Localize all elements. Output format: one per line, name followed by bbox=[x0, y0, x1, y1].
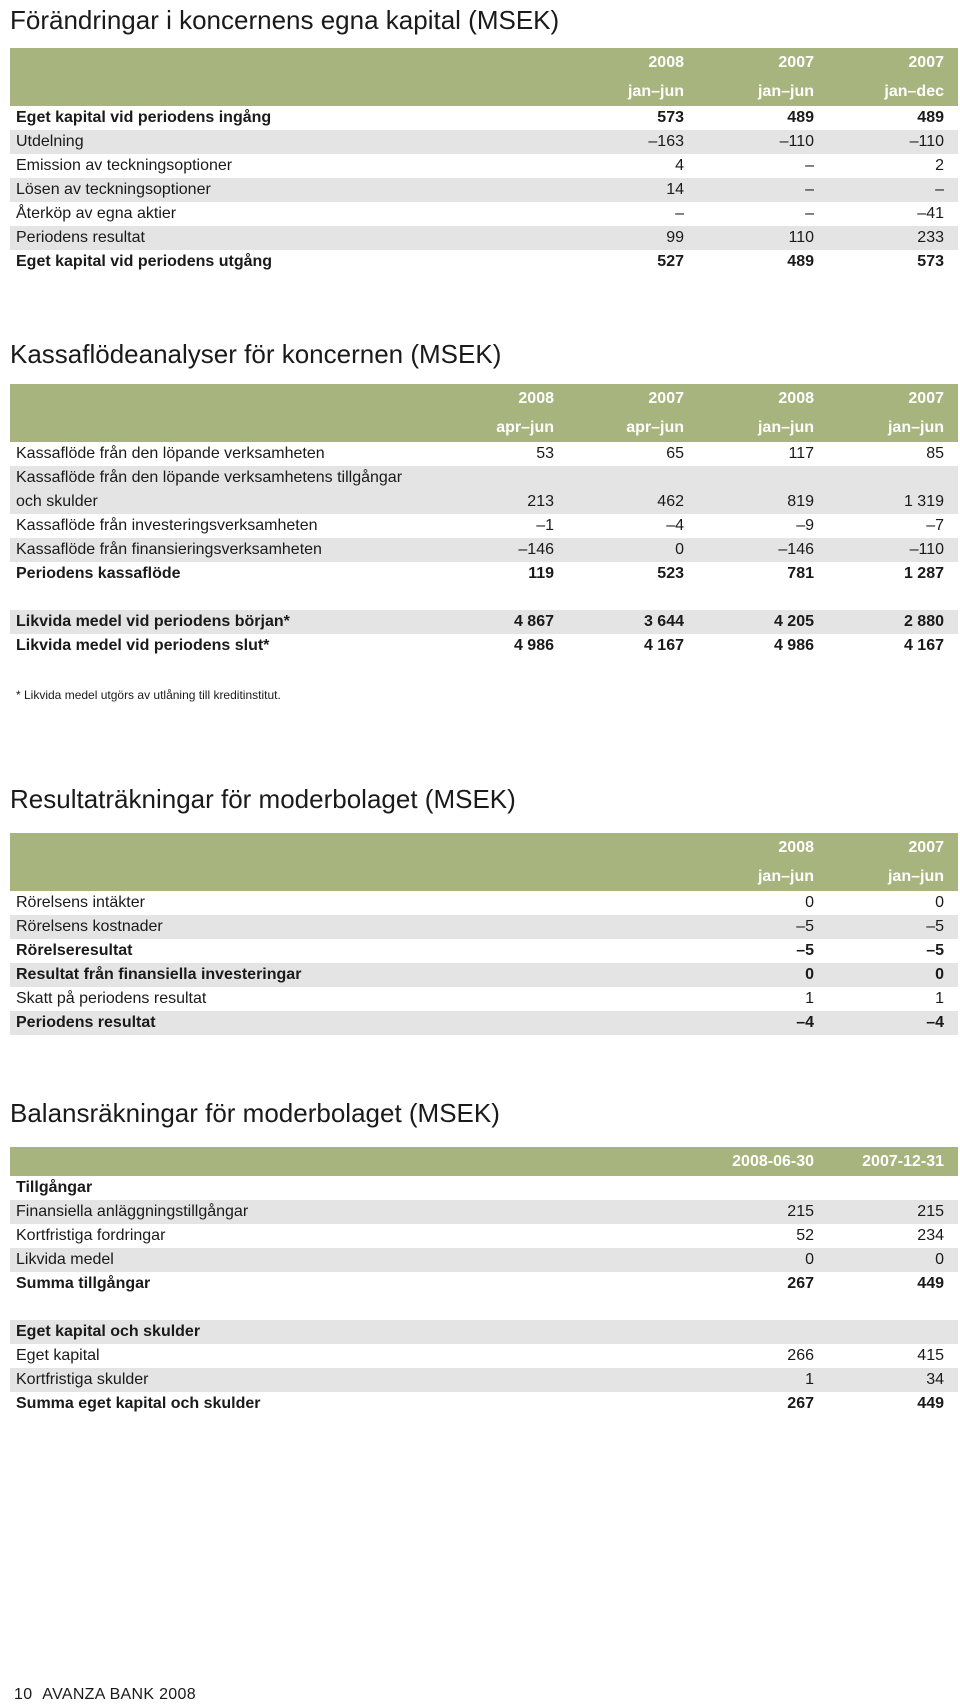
table-row bbox=[10, 514, 958, 538]
cell-value: 449 bbox=[917, 1275, 944, 1292]
income-statement-title: Resultaträkningar för moderbolaget (MSEK) bbox=[10, 784, 516, 814]
cell-value: –5 bbox=[698, 915, 828, 939]
cell-value: –7 bbox=[926, 517, 944, 534]
table-row bbox=[10, 466, 958, 490]
table-row bbox=[10, 963, 958, 987]
row-label: Kortfristiga skulder bbox=[10, 1368, 698, 1392]
col-year: 2008 bbox=[698, 833, 828, 862]
table-header-row bbox=[10, 413, 958, 442]
cell-value: –9 bbox=[796, 517, 814, 534]
col-period: jan–jun bbox=[698, 77, 828, 106]
row-label: Finansiella anläggningstillgångar bbox=[10, 1200, 698, 1224]
cell-value: 1 287 bbox=[903, 565, 944, 582]
cell-value: –41 bbox=[917, 205, 944, 222]
equity-changes-section bbox=[10, 0, 958, 274]
cell-value: 573 bbox=[657, 109, 684, 126]
table-row bbox=[10, 1368, 958, 1392]
table-row bbox=[10, 891, 958, 915]
cell-value: 215 bbox=[828, 1200, 958, 1224]
page-footer bbox=[14, 1686, 202, 1704]
table-row bbox=[10, 1344, 958, 1368]
spacer-row bbox=[10, 586, 958, 610]
row-label: Likvida medel vid periodens början* bbox=[10, 610, 438, 634]
row-label: Periodens resultat bbox=[10, 226, 568, 250]
table-row bbox=[10, 442, 958, 466]
cell-value: 52 bbox=[796, 1227, 814, 1244]
equity-changes-title: Förändringar i koncernens egna kapital (MSEK) bbox=[10, 5, 560, 35]
page-number: 10 bbox=[14, 1686, 33, 1703]
col-year: 2007 bbox=[568, 384, 698, 413]
spacer-row bbox=[10, 1296, 958, 1320]
cell-value: 0 bbox=[698, 963, 828, 987]
cell-value: 65 bbox=[666, 445, 684, 462]
cell-value: 4 986 bbox=[773, 637, 814, 654]
cell-value: 4 bbox=[675, 157, 684, 174]
cell-value: 266 bbox=[787, 1347, 814, 1364]
col-year: 2007 bbox=[828, 48, 958, 77]
row-label: Periodens kassaflöde bbox=[16, 565, 181, 582]
row-label: Kassaflöde från den löpande verksamheten bbox=[16, 445, 325, 462]
row-label: Eget kapital vid periodens utgång bbox=[16, 253, 273, 270]
cell-value: –4 bbox=[828, 1011, 958, 1035]
col-period: jan–jun bbox=[698, 862, 828, 891]
table-row bbox=[10, 1200, 958, 1224]
cell-value: –5 bbox=[926, 942, 944, 959]
table-row bbox=[10, 1224, 958, 1248]
table-header-row bbox=[10, 833, 958, 862]
table-header-row bbox=[10, 384, 958, 413]
row-label: Rörelseresultat bbox=[16, 942, 133, 959]
cell-value: 110 bbox=[698, 226, 828, 250]
cell-value: –110 bbox=[698, 130, 828, 154]
cell-value bbox=[698, 1176, 828, 1200]
row-label: Rörelsens kostnader bbox=[10, 915, 698, 939]
row-label: Kassaflöde från finansieringsverksamheten bbox=[10, 538, 438, 562]
table-row bbox=[10, 1320, 958, 1344]
cell-value: –1 bbox=[536, 517, 554, 534]
cell-value: 2 bbox=[935, 157, 944, 174]
table-row bbox=[10, 1176, 958, 1200]
cell-value: 489 bbox=[917, 109, 944, 126]
row-label: Rörelsens intäkter bbox=[16, 894, 145, 911]
cell-value: 449 bbox=[917, 1395, 944, 1412]
row-label: Likvida medel bbox=[10, 1248, 698, 1272]
equity-changes-table bbox=[10, 48, 958, 274]
cell-value: 489 bbox=[787, 109, 814, 126]
table-row bbox=[10, 610, 958, 634]
cell-value: 99 bbox=[568, 226, 698, 250]
cell-value: –146 bbox=[438, 538, 568, 562]
col-period: jan–jun bbox=[568, 77, 698, 106]
table-header-row bbox=[10, 862, 958, 891]
table-row bbox=[10, 1248, 958, 1272]
table-row bbox=[10, 490, 958, 514]
cell-value: 462 bbox=[568, 490, 698, 514]
balance-sheet-section bbox=[10, 1093, 958, 1416]
table-header-row bbox=[10, 48, 958, 77]
cashflow-table bbox=[10, 384, 958, 658]
col-year: 2008 bbox=[438, 384, 568, 413]
footnote: * Likvida medel utgörs av utlåning till kreditinstitut. bbox=[16, 688, 281, 702]
cell-value: 0 bbox=[828, 1248, 958, 1272]
cell-value: 0 bbox=[935, 894, 944, 911]
cell-value: 0 bbox=[698, 1248, 828, 1272]
cell-value bbox=[698, 1320, 828, 1344]
cell-value: 267 bbox=[787, 1395, 814, 1412]
table-header-row bbox=[10, 77, 958, 106]
cell-value: 2 880 bbox=[828, 610, 958, 634]
table-row bbox=[10, 226, 958, 250]
col-period: jan–jun bbox=[828, 862, 958, 891]
cell-value: 573 bbox=[917, 253, 944, 270]
cell-value: –4 bbox=[666, 517, 684, 534]
col-year: 2007 bbox=[828, 384, 958, 413]
table-row bbox=[10, 1011, 958, 1035]
cell-value: 119 bbox=[528, 565, 554, 582]
cell-value: –4 bbox=[698, 1011, 828, 1035]
cell-value: 1 bbox=[698, 1368, 828, 1392]
cell-value: –5 bbox=[796, 942, 814, 959]
row-label: Återköp av egna aktier bbox=[16, 205, 177, 222]
cell-value: 85 bbox=[926, 445, 944, 462]
cell-value: –146 bbox=[698, 538, 828, 562]
cell-value: 234 bbox=[917, 1227, 944, 1244]
table-row bbox=[10, 915, 958, 939]
row-label: Periodens resultat bbox=[10, 1011, 698, 1035]
cell-value: 0 bbox=[828, 963, 958, 987]
cell-value: 1 319 bbox=[828, 490, 958, 514]
row-label: Resultat från finansiella investeringar bbox=[10, 963, 698, 987]
col-year: 2008 bbox=[568, 48, 698, 77]
table-row bbox=[10, 178, 958, 202]
cell-value: – bbox=[805, 205, 814, 222]
cell-value: 4 867 bbox=[438, 610, 568, 634]
table-row bbox=[10, 250, 958, 274]
cell-value: 0 bbox=[568, 538, 698, 562]
col-year: 2007 bbox=[698, 48, 828, 77]
cell-value: 213 bbox=[438, 490, 568, 514]
cell-value: –110 bbox=[828, 130, 958, 154]
row-label: Utdelning bbox=[10, 130, 568, 154]
row-label: Skatt på periodens resultat bbox=[16, 990, 207, 1007]
cell-value: – bbox=[805, 157, 814, 174]
cell-value: 781 bbox=[787, 565, 814, 582]
col-date: 2007-12-31 bbox=[828, 1147, 958, 1176]
cell-value: 415 bbox=[917, 1347, 944, 1364]
income-statement-section bbox=[10, 779, 958, 1035]
cell-value: 215 bbox=[698, 1200, 828, 1224]
cell-value: 0 bbox=[805, 894, 814, 911]
cell-value: 1 bbox=[935, 990, 944, 1007]
table-row bbox=[10, 1392, 958, 1416]
row-label: Emission av teckningsoptioner bbox=[16, 157, 233, 174]
table-row bbox=[10, 562, 958, 586]
row-label: Eget kapital och skulder bbox=[10, 1320, 698, 1344]
row-label: Eget kapital bbox=[16, 1347, 100, 1364]
cell-value: – bbox=[698, 178, 828, 202]
col-period: jan–dec bbox=[828, 77, 958, 106]
cell-value: 4 167 bbox=[903, 637, 944, 654]
col-period: jan–jun bbox=[698, 413, 828, 442]
row-label: Eget kapital vid periodens ingång bbox=[16, 109, 272, 126]
row-label: och skulder bbox=[10, 490, 438, 514]
cell-value: 819 bbox=[698, 490, 828, 514]
cell-value: 4 986 bbox=[513, 637, 554, 654]
col-period: apr–jun bbox=[568, 413, 698, 442]
cashflow-title: Kassaflödeanalyser för koncernen (MSEK) bbox=[10, 339, 502, 369]
cell-value: 14 bbox=[568, 178, 698, 202]
row-label: Summa tillgångar bbox=[16, 1275, 151, 1292]
cell-value: 1 bbox=[805, 990, 814, 1007]
table-row bbox=[10, 634, 958, 658]
table-row bbox=[10, 1272, 958, 1296]
col-year: 2008 bbox=[698, 384, 828, 413]
cell-value: 117 bbox=[788, 445, 814, 462]
cell-value: 3 644 bbox=[568, 610, 698, 634]
balance-sheet-table bbox=[10, 1147, 958, 1416]
cell-value: 53 bbox=[536, 445, 554, 462]
cell-value: –110 bbox=[828, 538, 958, 562]
col-year: 2007 bbox=[828, 833, 958, 862]
cell-value: 34 bbox=[828, 1368, 958, 1392]
cell-value: 4 205 bbox=[698, 610, 828, 634]
cell-value bbox=[828, 1320, 958, 1344]
table-row bbox=[10, 106, 958, 130]
row-label: Summa eget kapital och skulder bbox=[16, 1395, 261, 1412]
table-row bbox=[10, 202, 958, 226]
table-row bbox=[10, 130, 958, 154]
table-row bbox=[10, 154, 958, 178]
col-period: apr–jun bbox=[438, 413, 568, 442]
cell-value: 527 bbox=[657, 253, 684, 270]
row-label: Lösen av teckningsoptioner bbox=[10, 178, 568, 202]
cell-value bbox=[828, 1176, 958, 1200]
balance-sheet-title: Balansräkningar för moderbolaget (MSEK) bbox=[10, 1098, 500, 1128]
cashflow-section bbox=[10, 334, 958, 658]
income-statement-table bbox=[10, 833, 958, 1035]
cell-value: 489 bbox=[787, 253, 814, 270]
table-header-row bbox=[10, 1147, 958, 1176]
cell-value: 267 bbox=[787, 1275, 814, 1292]
row-label: Kassaflöde från den löpande verksamhetens tillgångar bbox=[10, 466, 958, 490]
cell-value: 523 bbox=[657, 565, 684, 582]
col-date: 2008-06-30 bbox=[698, 1147, 828, 1176]
table-row bbox=[10, 987, 958, 1011]
publication-name: AVANZA BANK 2008 bbox=[42, 1686, 196, 1703]
cell-value: –5 bbox=[828, 915, 958, 939]
cell-value: – bbox=[675, 205, 684, 222]
cell-value: 233 bbox=[828, 226, 958, 250]
table-row bbox=[10, 939, 958, 963]
row-label: Likvida medel vid periodens slut* bbox=[16, 637, 270, 654]
row-label: Tillgångar bbox=[16, 1179, 93, 1196]
col-period: jan–jun bbox=[828, 413, 958, 442]
cell-value: 4 167 bbox=[643, 637, 684, 654]
row-label: Kortfristiga fordringar bbox=[16, 1227, 166, 1244]
table-row bbox=[10, 538, 958, 562]
row-label: Kassaflöde från investeringsverksamheten bbox=[16, 517, 318, 534]
cell-value: – bbox=[828, 178, 958, 202]
cell-value: –163 bbox=[568, 130, 698, 154]
